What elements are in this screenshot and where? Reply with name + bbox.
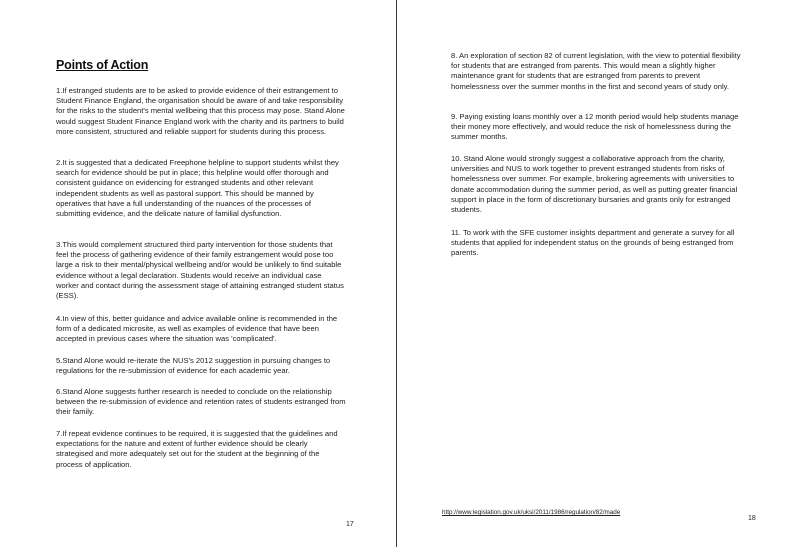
footnote-link[interactable]: http://www.legislation.gov.uk/uksi/2011/1986/regulation/82/made: [442, 509, 621, 516]
action-point-2: 2.It is suggested that a dedicated Freephone helpline to support students whilst they search for evidence should be put in place; this helpline would offer thorough and consistent guidance on evidencing for estranged students and other relevant independent students as well as pastoral support. This should be manned by operatives that have a full understanding of the nuances of the processes of submitting evidence, and the delicate nature of familial dysfunction.: [56, 158, 339, 219]
action-point-1: 1.If estranged students are to be asked to provide evidence of their estrangement to Student Finance England, the organisation should be aware of and take responsibility for the risks to the student's mental wellbeing that this process may pose. Stand Alone would suggest Student Finance England work with the charity and its partners to build more consistent, structured and reliable support for students during this process.: [56, 86, 345, 136]
page-divider: [396, 0, 397, 547]
action-point-9: 9. Paying existing loans monthly over a 12 month period would help students manage their money more effectively, and would reduce the risk of homelessness during the summer months.: [451, 112, 739, 142]
action-point-4: 4.In view of this, better guidance and advice available online is recommended in the form of a dedicated microsite, as well as examples of evidence that have been accepted in previous cases where the situation was 'complicated'.: [56, 314, 338, 344]
action-point-5: 5.Stand Alone would re-iterate the NUS's 2012 suggestion in pursuing changes to regulations for the re-submission of evidence for each academic year.: [56, 356, 331, 376]
page-number: 18: [748, 515, 756, 522]
action-point-3: 3.This would complement structured third party intervention for those students that feel the process of gathering evidence of their family estrangement would pose too large a risk to their mental/physical wellbeing and/or would be unlikely to find suitable evidence without a legal declaration. Students would receive an individual case worker and contact during the assessment stage of attaining estranged student status (ESS).: [56, 240, 344, 301]
action-point-7: 7.If repeat evidence continues to be required, it is suggested that the guidelines and expectations for the nature and extent of further evidence should be clearly strategised and more adequately set out for the student at the beginning of the process of application.: [56, 429, 338, 469]
page-number: 17: [346, 521, 354, 528]
action-point-10: 10. Stand Alone would strongly suggest a collaborative approach from the charity, universities and NUS to work together to prevent estranged students from risks of homelessness over summer. For example, brokering agreements with universities to donate accommodation during the summer period, as well as putting greater financial support in place in the form of discretionary bursaries and grants only for estranged students.: [451, 154, 738, 215]
action-point-11: 11. To work with the SFE customer insights department and generate a survey for all students that applied for independent status on the grounds of being estranged from parents.: [451, 228, 735, 258]
action-point-8: 8. An exploration of section 82 of current legislation, with the view to potential flexibility for students that are estranged from parents. This would mean a slightly higher maintenance grant for students that are estranged from parents to prevent homelessness over the summer months in the first and second years of study only.: [451, 51, 741, 91]
page-18: [398, 0, 789, 547]
action-point-6: 6.Stand Alone suggests further research is needed to conclude on the relationship between the re-submission of evidence and retention rates of students estranged from their family.: [56, 387, 346, 417]
section-heading: Points of Action: [56, 58, 149, 72]
